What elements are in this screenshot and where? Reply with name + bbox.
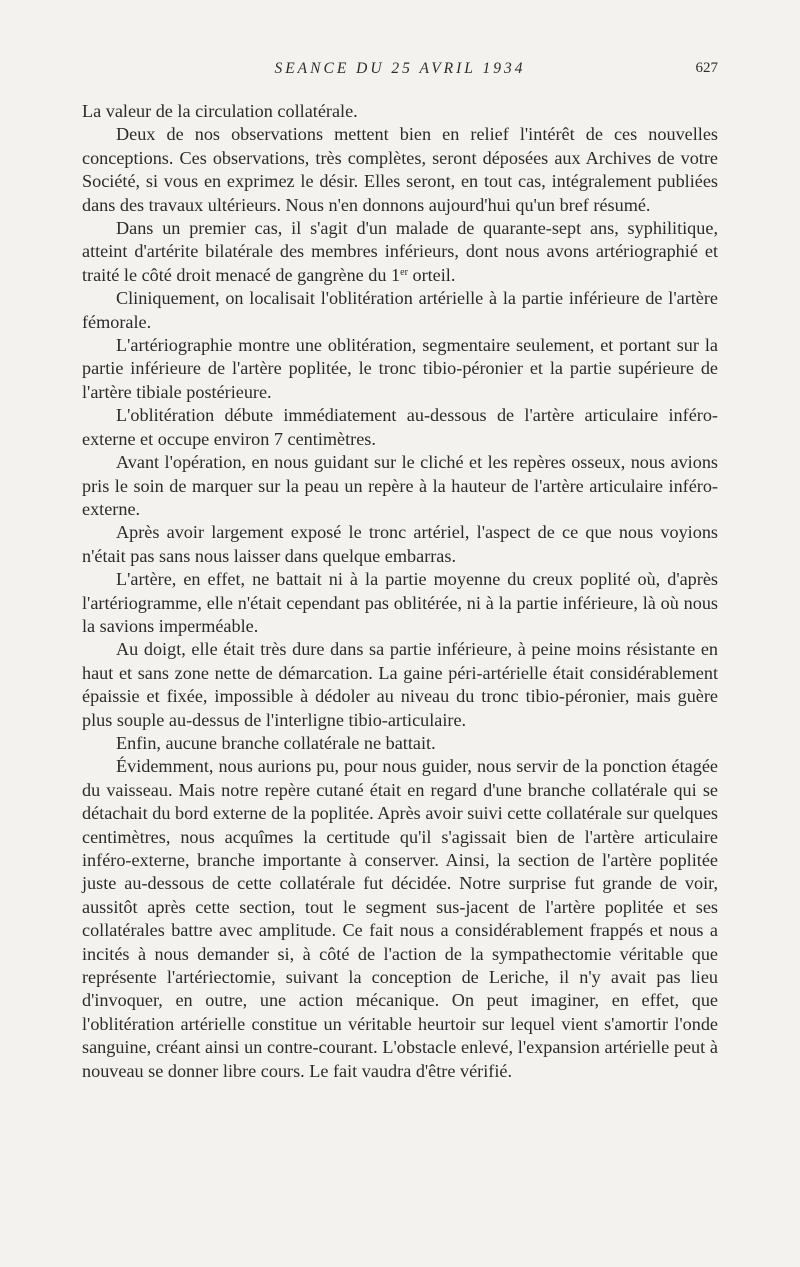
paragraph-text: Dans un premier cas, il s'agit d'un malade de quarante-sept ans, syphilitique, atteint d'artérite bilatérale des membres inférieurs, dont nous avons artériographié et traité le côté droit menacé de gangrène du 1 [82,218,718,285]
paragraph: L'oblitération débute immédiatement au-dessous de l'artère articulaire inféro-externe et occupe environ 7 centimètres. [82,405,718,449]
paragraph: L'artériographie montre une oblitération, segmentaire seulement, et portant sur la partie inférieure de l'artère poplitée, le tronc tibio-péronier et la partie supérieure de l'artère tibiale postérieure. [82,335,718,402]
ordinal-superscript: er [400,266,408,278]
paragraph: Enfin, aucune branche collatérale ne battait. [116,732,436,753]
page-header [82,60,718,82]
paragraph: Évidemment, nous aurions pu, pour nous guider, nous servir de la ponction étagée du vaisseau. Mais notre repère cutané était en regard d'une branche collatérale qui se détachait du bord externe de la poplitée. Après avoir suivi cette collatérale sur quelques centimètres, nous acquîmes la certitude qu'il s'agissait bien de l'artère articulaire inféro-externe, branche importante à conserver. Ainsi, la section de l'artère poplitée juste au-dessous de cette collatérale fut décidée. Notre surprise fut grande de voir, aussitôt après cette section, tout le segment sus-jacent de l'artère poplitée et ses collatérales battre avec amplitude. Ce fait nous a considérablement frappés et nous a incités à nous demander si, à côté de l'action de la sympathectomie véritable que représente l'artériectomie, suivant la conception de Leriche, il n'y avait pas lieu d'invoquer, en outre, une action mécanique. On peut imaginer, en effet, que l'oblitération artérielle constitue un véritable heurtoir sur lequel vient s'amortir l'onde sanguine, créant ainsi un contre-courant. L'obstacle enlevé, l'expansion artérielle peut à nouveau se donner libre cours. Le fait vaudra d'être vérifié. [82,756,718,1081]
paragraph: Deux de nos observations mettent bien en relief l'intérêt de ces nouvelles conceptions. Ces observations, très complètes, seront déposées aux Archives de votre Société, si vous en exprimez le désir. Elles seront, en tout cas, intégralement publiées dans des travaux ultérieurs. Nous n'en donnons aujourd'hui qu'un bref résumé. [82,124,718,215]
paragraph [82,217,718,287]
article-body [82,100,718,1083]
paragraph: Au doigt, elle était très dure dans sa partie inférieure, à peine moins résistante en haut et sans zone nette de démarcation. La gaine péri-artérielle était considérablement épaissie et fixée, impossible à dédoler au niveau du tronc tibio-péronier, mais guère plus souple au-dessus de l'interligne tibio-articulaire. [82,639,718,730]
paragraph: Avant l'opération, en nous guidant sur le cliché et les repères osseux, nous avions pris le soin de marquer sur la peau un repère à la hauteur de l'artère articulaire inféro-externe. [82,452,718,519]
paragraph-text: orteil. [407,264,456,285]
paragraph: L'artère, en effet, ne battait ni à la partie moyenne du creux poplité où, d'après l'artériogramme, elle n'était cependant pas oblitérée, ni à la partie inférieure, là où nous la savions imperméable. [82,569,718,636]
paragraph: La valeur de la circulation collatérale. [82,101,358,121]
running-title: SEANCE DU 25 AVRIL 1934 [274,60,526,77]
paragraph: Après avoir largement exposé le tronc artériel, l'aspect de ce que nous voyions n'était pas sans nous laisser dans quelque embarras. [82,522,718,566]
paragraph: Cliniquement, on localisait l'oblitération artérielle à la partie inférieure de l'artère fémorale. [82,288,718,332]
page-number: 627 [695,60,718,76]
